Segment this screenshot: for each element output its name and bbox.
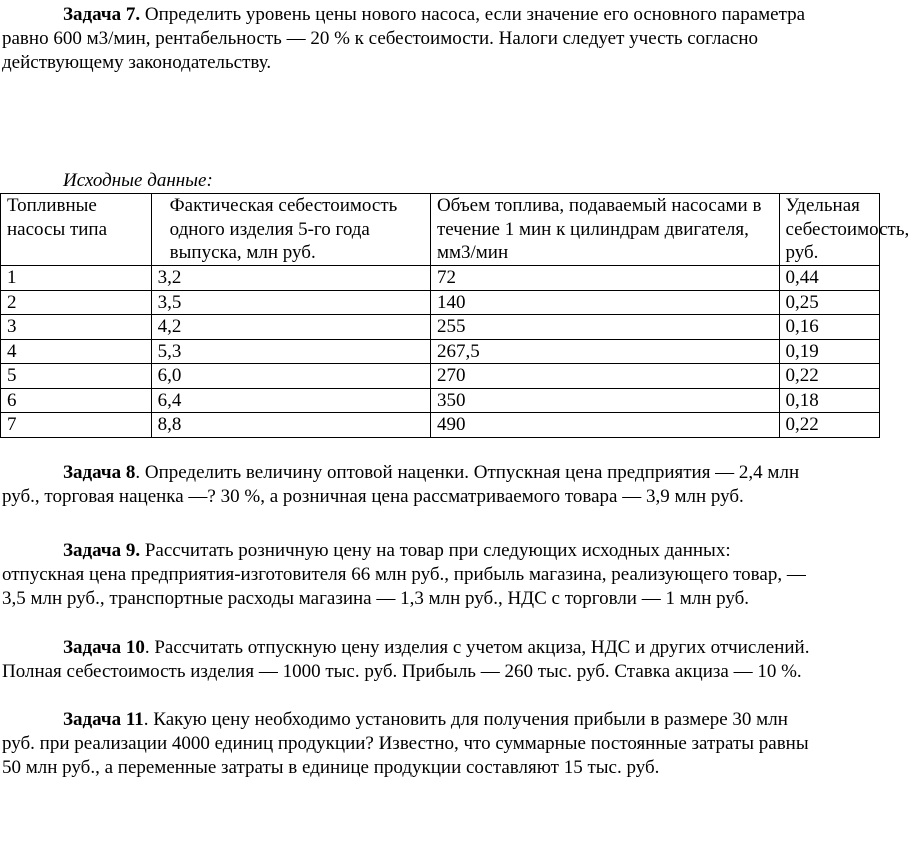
cell-unit-cost: 0,22: [779, 413, 879, 438]
cell-cost: 6,0: [151, 364, 430, 389]
task-7-text: Определить уровень цены нового насоса, если значение его основного параметра равно 600 м3/мин, рентабельность — 20 % к себестоимости. Налоги следует учесть согласно действующему законодательству.: [2, 4, 806, 73]
task-10-label: Задача 10: [63, 637, 145, 658]
cell-type: 1: [1, 266, 152, 291]
header-unit-cost: Удельная себестоимость, руб.: [779, 194, 879, 266]
task-8-text: . Определить величину оптовой наценки. Отпускная цена предприятия — 2,4 млн руб., торговая наценка —? 30 %, а розничная цена рассматриваемого товара — 3,9 млн руб.: [2, 462, 800, 507]
table-row: [1, 388, 880, 413]
cell-unit-cost: 0,44: [779, 266, 879, 291]
cell-volume: 490: [430, 413, 779, 438]
cell-unit-cost: 0,16: [779, 315, 879, 340]
cell-type: 6: [1, 388, 152, 413]
header-actual-cost: Фактическая себестоимость одного изделия 5-го года выпуска, млн руб.: [151, 194, 430, 266]
table-row: [1, 290, 880, 315]
cell-cost: 3,2: [151, 266, 430, 291]
task-11-text: . Какую цену необходимо установить для получения прибыли в размере 30 млн руб. при реализации 4000 единиц продукции? Известно, что суммарные постоянные затраты равны 50 млн руб., а переменные затраты в единице продукции составляют 15 тыс. руб.: [2, 709, 809, 778]
task-8: [2, 461, 814, 509]
cell-volume: 72: [430, 266, 779, 291]
cell-cost: 3,5: [151, 290, 430, 315]
cell-cost: 5,3: [151, 339, 430, 364]
task-10-text: . Рассчитать отпускную цену изделия с учетом акциза, НДС и других отчислений. Полная себестоимость изделия — 1000 тыс. руб. Прибыль — 260 тыс. руб. Ставка акциза — 10 %.: [2, 637, 810, 682]
task-9-label: Задача 9.: [63, 540, 141, 561]
cell-volume: 255: [430, 315, 779, 340]
cell-cost: 6,4: [151, 388, 430, 413]
cell-type: 4: [1, 339, 152, 364]
task-7: [2, 3, 814, 75]
task-8-label: Задача 8: [63, 462, 136, 483]
cell-unit-cost: 0,25: [779, 290, 879, 315]
cell-volume: 267,5: [430, 339, 779, 364]
cell-unit-cost: 0,19: [779, 339, 879, 364]
cell-cost: 8,8: [151, 413, 430, 438]
header-fuel-volume: Объем топлива, подаваемый насосами в течение 1 мин к цилиндрам двигателя, мм3/мин: [430, 194, 779, 266]
table-row: [1, 364, 880, 389]
table-caption: Исходные данные:: [63, 170, 213, 191]
cell-volume: 350: [430, 388, 779, 413]
task-9-text: Рассчитать розничную цену на товар при следующих исходных данных: отпускная цена предприятия-изготовителя 66 млн руб., прибыль магазина, реализующего товар, — 3,5 млн руб., транспортные расходы магазина — 1,3 млн руб., НДС с торговли — 1 млн руб.: [2, 540, 806, 609]
cell-unit-cost: 0,22: [779, 364, 879, 389]
cell-type: 5: [1, 364, 152, 389]
cell-volume: 270: [430, 364, 779, 389]
cell-type: 3: [1, 315, 152, 340]
table-row: [1, 413, 880, 438]
table-row: [1, 315, 880, 340]
task-11-label: Задача 11: [63, 709, 144, 730]
header-pump-type: Топливные насосы типа: [1, 194, 152, 266]
cell-type: 2: [1, 290, 152, 315]
source-data-table-wrapper: [0, 193, 909, 442]
table-row: [1, 339, 880, 364]
cell-volume: 140: [430, 290, 779, 315]
cell-type: 7: [1, 413, 152, 438]
source-data-table: [0, 193, 909, 438]
task-7-label: Задача 7.: [63, 4, 141, 25]
cell-unit-cost: 0,18: [779, 388, 879, 413]
table-row: [1, 266, 880, 291]
table-header-row: [1, 194, 880, 266]
task-9: [2, 539, 814, 611]
task-10: [2, 636, 814, 684]
task-11: [2, 708, 814, 780]
cell-cost: 4,2: [151, 315, 430, 340]
